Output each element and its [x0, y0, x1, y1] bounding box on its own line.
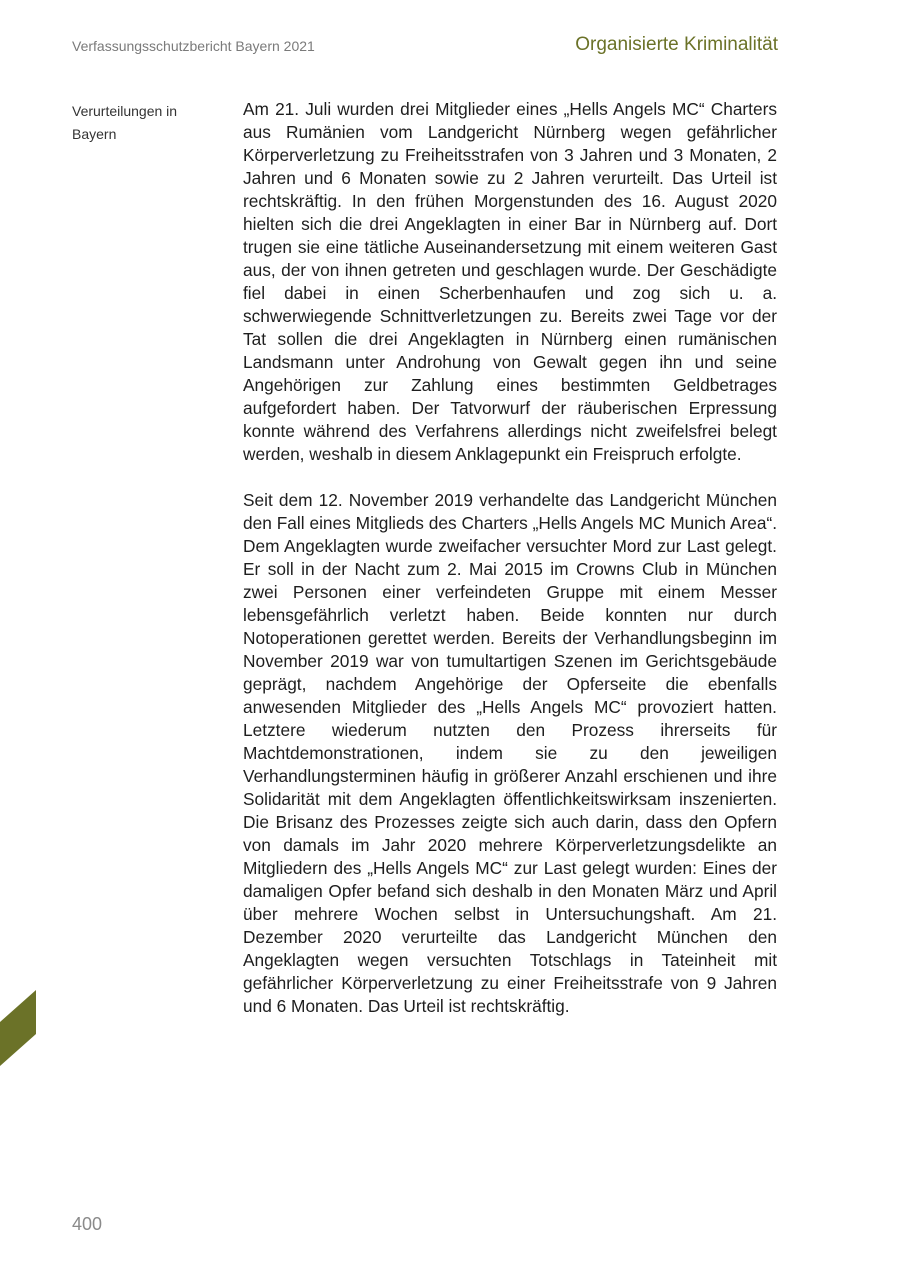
- margin-note: [72, 100, 222, 146]
- running-header-title: Verfassungsschutzbericht Bayern 2021: [72, 38, 315, 54]
- page-number: 400: [72, 1214, 103, 1234]
- margin-note-line-2: Bayern: [72, 126, 117, 142]
- paragraph-2: Seit dem 12. November 2019 verhandelte das Landgericht München den Fall eines Mitglieds des Charters „Hells Angels MC Munich Area“. Dem Angeklagten wurde zweifacher versuchter Mord zur Last gelegt. Er soll in der Nacht zum 2. Mai 2015 im Crowns Club in München zwei Personen einer verfeindeten Gruppe mit einem Messer lebensgefährlich verletzt haben. Beide konnten nur durch Notoperationen gerettet werden. Bereits der Verhandlungsbeginn im November 2019 war von tumultartigen Szenen im Gerichtsgebäude geprägt, nachdem Angehörige der Opferseite die ebenfalls anwesenden Mitglieder des „Hells Angels MC“ provoziert hatten. Letztere wiederum nutzten den Prozess ihrerseits für Machtdemonstrationen, indem sie zu den jeweiligen Verhandlungsterminen häufig in größerer Anzahl erschienen und ihre Solidarität mit dem Angeklagten öffentlichkeitswirksam inszenierten. Die Brisanz des Prozesses zeigte sich auch darin, dass den Opfern von damals im Jahr 2020 mehrere Körperverletzungsdelikte an Mitgliedern des „Hells Angels MC“ zur Last gelegt wurden: Eines der damaligen Opfer befand sich deshalb in den Monaten März und April über mehrere Wochen selbst in Untersuchungshaft. Am 21. Dezember 2020 verurteilte das Landgericht München den Angeklagten wegen versuchten Totschlags in Tateinheit mit gefährlicher Körperverletzung zu einer Freiheitsstrafe von 9 Jahren und 6 Monaten. Das Urteil ist rechtskräftig.: [243, 490, 777, 1016]
- page-edge-marker: [0, 990, 36, 1066]
- body-text: [243, 98, 777, 1041]
- paragraph-1: Am 21. Juli wurden drei Mitglieder eines „Hells Angels MC“ Charters aus Rumänien vom Landgericht Nürnberg wegen gefährlicher Körperverletzung zu Freiheitsstrafen von 3 Jahren und 3 Monaten, 2 Jahren und 6 Monaten sowie zu 2 Jahren verurteilt. Das Urteil ist rechtskräftig. In den frühen Morgenstunden des 16. August 2020 hielten sich die drei Angeklagten in einer Bar in Nürnberg auf. Dort trugen sie eine tätliche Auseinandersetzung mit einem weiteren Gast aus, der von ihnen getreten und geschlagen wurde. Der Geschädigte fiel dabei in einen Scherbenhaufen und zog sich u. a. schwerwiegende Schnittverletzungen zu. Bereits zwei Tage vor der Tat sollen die drei Angeklagten in Nürnberg einen rumänischen Landsmann unter Androhung von Gewalt gegen ihn und seine Angehörigen zur Zahlung eines bestimmten Geldbetrages aufgefordert haben. Der Tatvorwurf der räuberischen Erpressung konnte während des Verfahrens allerdings nicht zweifelsfrei belegt werden, weshalb in diesem Anklagepunkt ein Freispruch erfolgte.: [243, 99, 777, 464]
- margin-note-line-1: Verurteilungen in: [72, 103, 178, 119]
- chapter-title: Organisierte Kriminalität: [575, 34, 778, 55]
